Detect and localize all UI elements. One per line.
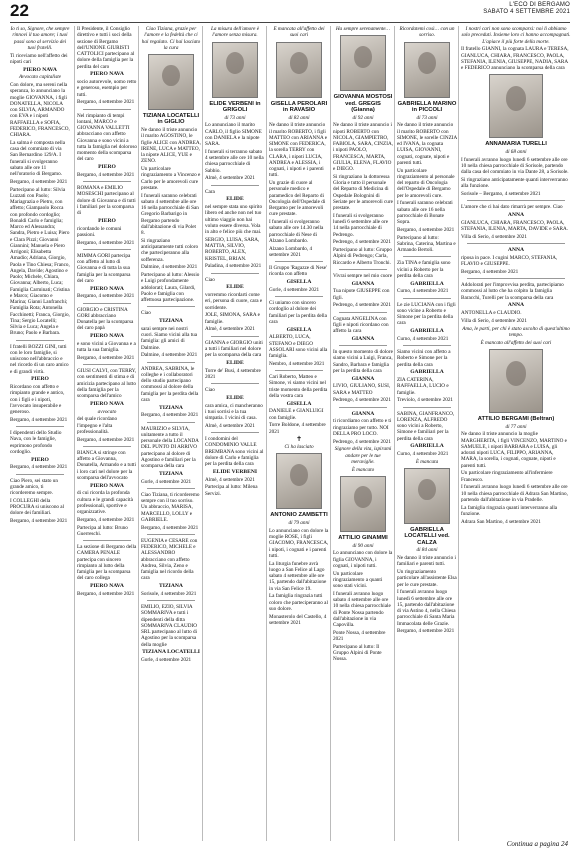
notice-date: Pedrengo, 4 settembre 2021: [333, 302, 391, 309]
notice-text: Ti riceviamo nell'affetto dei nipoti cari: [10, 52, 68, 65]
notice-date: Curno, 4 settembre 2021: [397, 288, 449, 295]
notice-text: I fratelli BOZZI GINI, tutti con le loro famiglie, si uniscono nell'abbraccio e nel ricordo di un caro amico e di grandi virtù.: [10, 343, 69, 375]
deceased-name: ELIDE: [226, 394, 244, 401]
divider: [339, 407, 387, 408]
divider: [83, 446, 131, 447]
notice-intro: È mancato: [351, 466, 375, 473]
cross-icon: ✝: [296, 435, 302, 444]
deceased-name: PIERO NAVA: [90, 333, 124, 339]
notice-text: Siamo vicini con affetto a Roberto e Simone per la perdita della cara: [397, 349, 451, 368]
notice-date: Dalmine, 4 settembre 2021: [141, 352, 198, 359]
notice-text: La liturgia funebre avrà luogo a San Felice al Lago sabato 4 settembre alle ore 15, partendo dall'abitazione in via San Felice 19.: [269, 560, 327, 592]
participants-list: Partecipano al lutto: Silvia Luzzati con Paolo; Mariagrazia e Pietro, con affetto; Giampaolo Rocca con profondo cordoglio; Bonaldi Carlo e famiglia; Marco ed Alessandra; Sandra, Pietro e Luisa; Piero e Clara Pizzi; Giovanni Giannini; Manuela e Piero Arrigoni; Elisabetta Amadio; Adriana, Giorgio, Paola e Tino Chiesa; Franco, Angela, Davide; Agostino e Paolo; Michele, Chiara, Giovanna; Alberto, Luca; Famiglia Carminati; Cristina e Marco; Giacomo e Marina; Gianni Lanfranchi; Famiglia Rota; Antonella Facchinetti; Franca, Giorgio, Tina; Sergio Locatelli; Silvia e Luca; Angela e Bruno; Paolo e Barbara.: [10, 186, 70, 337]
notice-text: Un particolare ringraziamento a quanti sono stati vicini.: [333, 570, 383, 589]
notice-text: Ciao: [205, 276, 215, 283]
notice-text: Ne danno il triste annuncio i familiari e parenti tutti.: [397, 555, 456, 568]
divider: [147, 488, 195, 489]
deceased-name: GIANNA: [351, 410, 375, 417]
participants-list: Partecipano al lutto: Sabrina, Caterina, Martina e Armando Bertoli.: [397, 234, 456, 253]
profession: avvocato: [97, 408, 117, 415]
deceased-name: GISELLA: [286, 279, 312, 285]
deceased-name: ANNAMARIA TURELLI: [485, 141, 547, 148]
divider: [83, 181, 131, 182]
column-5: [266, 26, 329, 841]
notice-text: Lo annunciano con dolore la figlia GIOVANNA, i cognati, i nipoti tutti.: [333, 550, 393, 569]
notice-date: Bergamo, 4 settembre 2021: [10, 464, 68, 471]
notice-text: Il Gruppo 'Ragazze di Nese' ricorda con affetto: [269, 265, 328, 278]
notice-text: Ciao: [141, 310, 151, 317]
notice-date: Bergamo, 4 settembre 2021: [77, 239, 135, 246]
notice-intro: È mancata all'affetto dei suoi cari: [273, 26, 325, 39]
notice-text: Ne danno il triste annuncio il marito AGOSTINO, le figlie ALICE con ANDREA, IRENE, LUCA e MATTEO, la nipote ALICE, YUE e ZENO.: [141, 127, 201, 165]
masthead: [483, 2, 570, 16]
deceased-name: PIERO NAVA: [90, 400, 124, 407]
participants-list: Partecipano al lutto: Gruppo Alpini di Pedrengo; Carla, Riccardo e Alberto Tronchi.: [333, 247, 392, 266]
notice-date: Torre de' Busi, 4 settembre 2021: [205, 367, 261, 380]
profession: Avvocato capitaliste: [19, 74, 61, 81]
deceased-name: GABRIELLA: [410, 280, 444, 287]
divider: [211, 383, 259, 384]
participants-list: Partecipa al lutto: Bruno Guerreschi.: [77, 524, 128, 537]
quote: Io ti so, Signore, che sempre rinnovi il tuo amore; i tuoi passi sono al servizio dei tuoi fratelli.: [10, 26, 70, 51]
notice-text: SABINA, GIANFRANCO, LORENZA, ALFREDO sono vicini a Roberto, Simone e familiari per la perdita della cara: [397, 410, 455, 442]
deceased-name: TIZIANA: [159, 470, 183, 477]
notice-text: ti ricordiamo con affetto e ti ringraziamo per tutto. NOI DELLA PRO LOCO.: [333, 418, 392, 437]
notice-date: Villa di Serio, 4 settembre 2021: [461, 317, 527, 324]
notice-text: La sezione di Bergamo della CAMERA PENALE partecipa con sincero rimpianto al lutto della famiglia per la scomparsa del caro collega: [77, 544, 137, 582]
deceased-name: ANNA: [507, 247, 525, 253]
divider: [16, 426, 64, 427]
notice-text: JOLE, SIMONA, SARA e famiglie.: [205, 312, 260, 325]
quote: La misura dell'amore è l'amore senza misura.: [210, 26, 260, 39]
notice-text: cara amica, ci mancheranno i tuoi sorrisi e la tua simpatia. I vicini di casa.: [205, 402, 263, 421]
notice-text: GIANNA e GIORGIO uniti a tutti i familiari nel dolore per la scomparsa della cara: [205, 339, 263, 358]
notice-text: Ci uniamo con sincero cordoglio al dolore dei familiari per la perdita della cara: [269, 300, 327, 325]
quote: I nostri cari non sono scomparsi: noi li abbiamo solo preceduti. Insieme loro ci hanno accompagnati. L'apiace il più forte della morte.: [461, 26, 571, 45]
notice-date: Alzano Lombardo, 4 settembre 2021: [269, 245, 313, 258]
deceased-photo: [212, 42, 258, 98]
notice-text: nel sempre stata uno spirito libero ed anche non nel tuo ultimo viaggio non hai voluto essere diversa. Vola in alto e felice più che mai.: [205, 204, 263, 235]
notice-text: In questo momento di dolore siamo vicini a Luigi, Franca, Sandro, Barbara e famiglia per la perdita della cara: [333, 349, 393, 374]
deceased-name: ELIDE: [226, 284, 244, 291]
notice-text: LIVIO, GIULIANO, SUSI, SARA e MATTEO: [333, 383, 391, 396]
notice-date: Almè, 4 settembre 2021: [205, 175, 255, 182]
participants-list: Partecipano al lutto: Alessio e Luigi profondamente addolorati; Laura, Gilardi, Paolo e famiglia con affettuosa partecipazione.: [141, 272, 200, 303]
notice-date: Torre Boldone, 4 settembre 2021: [269, 422, 326, 435]
newspaper-name: L'ECO DI BERGAMO: [509, 2, 570, 8]
notice-text: sarai sempre nei nostri cuori. Siamo vicini alla tua famiglia: gli amici di Dalmine.: [141, 325, 198, 351]
quote: Ama, le parti, per chi è stato ascolto di quest'ultimo tempo.: [462, 325, 570, 338]
divider: [83, 109, 131, 110]
notice-date: Sorisole, 4 settembre 2021: [141, 590, 197, 597]
notice-text: Addolorati per l'improvvisa perdita, partecipiamo commossi al lutto che ha colpito la famiglia Baracchi, Turelli per la scomparsa della cara: [461, 282, 564, 301]
notice-text: Ciao Tiziana, ti ricorderemo sempre con il tuo sorriso. Un abbraccio, MARISA, MARCELLO, LOLLY e GABRIELE.: [141, 491, 200, 523]
deceased-name: GIANNA: [351, 335, 375, 342]
divider: [339, 269, 387, 270]
notice-date: Pedrengo, 4 settembre 2021: [333, 239, 391, 246]
notice-date: Bergamo, 4 settembre 2021: [141, 524, 199, 531]
notice-text: riposa in pace. I cugini MARCO, STEFANIA, FLAVIO e GIUSEPPE.: [461, 254, 558, 267]
deceased-name: PIERO NAVA: [90, 71, 124, 78]
notice-text: ricordando le comuni passioni.: [77, 225, 122, 238]
issue-date: SABATO 4 SETTEMBRE 2021: [483, 9, 570, 15]
notice-text: Cara: [205, 188, 215, 195]
deceased-name: GABRIELLA: [410, 443, 444, 450]
divider: [147, 362, 195, 363]
deceased-name: PIERO NAVA: [90, 285, 124, 292]
notice-text: EUGENIA e CESARE con FEDERICO, MICHELE e ALESSANDRO abbracciano con affetto Andrea, Silvia, Zeno e famiglia nel ricordo della cara: [141, 537, 198, 582]
notice-date: Villa di Serio, 4 settembre 2021: [461, 233, 527, 240]
deceased-name: TIZIANA: [159, 404, 183, 411]
notice-text: Ciao: [205, 387, 215, 393]
notice-text: ZIA CATERINA, RAFFAELLA, LUCIO e famiglie.: [397, 377, 449, 396]
notice-intro: È mancato all'affetto dei suoi cari: [480, 339, 552, 346]
notice-date: Bergamo, 4 settembre 2021: [77, 354, 135, 361]
column-8: [458, 26, 571, 841]
deceased-name: GABRIELLA: [410, 369, 444, 376]
deceased-photo: [489, 349, 543, 413]
notice-text: ANDREA, SABRINA, le colleghe e i collaboratori dello studio partecipano commossi al dolore della famiglia per la perdita della cara: [141, 365, 199, 403]
deceased-photo: [276, 42, 322, 98]
divider: [147, 600, 195, 601]
deceased-photo: [340, 35, 386, 91]
deceased-age: di 68 anni: [505, 149, 527, 155]
column-3: [138, 26, 201, 841]
notice-date: Curno, 4 settembre 2021: [397, 451, 449, 457]
notice-text: Cognata ANGELINA con figli e nipoti ricordano con affetto la cara: [333, 315, 389, 334]
notice-text: ALBERTO, LUCA, STEFANO e DIEGO ASSOLARI sono vicini alla famiglia.: [269, 334, 328, 359]
divider: [467, 243, 565, 244]
notice-text: Ne danno il triste annuncio la moglie MARGHERITA, i figli VINCENZO, MARTINO e SAMUELE, i nipoti BARBARA e LUISA, gli adorati nipoti LUCA, FILIPPO, ARIANNA, MARA, la sorella, i cognati, cognate, nipoti e parenti tutti.: [461, 431, 567, 469]
notice-text: Con dolore, ma sereni nella speranza, lo annunciano la moglie GIOVANNA, i figli DONATELLA, NICOLA con SILVIA, ARMANDO con EVA e i nipoti RAFFAELLA e SOFIA, FEDERICO, FRANCESCO, CHIARA.: [10, 82, 70, 138]
notice-text: Si ringraziano anticipatamente quanti interverranno alla funzione.: [461, 177, 568, 190]
notice-text: I funerali si terranno sabato 4 settembre alle ore 10 nella chiesa parrocchiale di Sabbio.: [205, 148, 264, 174]
notice-text: ROMANA e EMILIO MOSESCHI partecipano al dolore di Giovanna e di tutti i familiari per la scomparsa di: [77, 185, 136, 216]
notice-text: Ricordano con affetto e rimpianto grande e antico, con i figli e i nipoti, l'avvocato insuperabile e generoso.: [10, 384, 65, 415]
deceased-photo: [404, 42, 450, 98]
deceased-name: TIZIANA LOCATELLI: [142, 649, 200, 656]
notice-text: SERGIO, LUISA, SARA, MATTIA, SILVIO, ROBERTO, ALEX, KRISTEL, BRIAN.: [205, 236, 260, 262]
deceased-name: PIERO: [31, 456, 49, 463]
notice-date: Curno, 4 settembre 2021: [397, 335, 449, 342]
deceased-name: GISELLA: [286, 326, 312, 333]
divider: [83, 249, 131, 250]
notice-text: Un particolare ringraziamento a Vincenzo e Carlo per le amorevoli cure prestate.: [141, 166, 201, 191]
notice-text: Si ringraziano anticipatamente tutti coloro che parteciperanno alla sofferenza.: [141, 237, 199, 263]
deceased-photo: [148, 54, 194, 110]
column-7: [394, 26, 457, 841]
divider: [467, 200, 565, 201]
notice-text: Il fratello GIANNI, la cognata LAURA e TERESA, GIANLUCA, CHIARA, FRANCESCO, PAOLA, STEFANIA, ILENIA, GIUSEPPE, NADIA, SARA e FEDERICO annunciano la scomparsa della cara: [461, 46, 569, 71]
notice-text: DANIELE e GIANLUIGI con famiglie.: [269, 408, 324, 421]
notice-text: di cui ricorda la profonda cultura e le grandi capacità professionali, sportive e organizzative.: [77, 490, 133, 515]
continued-notice: Continua a pagina 24: [506, 840, 568, 848]
notice-date: Almè, 4 settembre 2021: [205, 476, 255, 483]
notice-text: Zia TINA e famiglia sono vicini a Roberto per la perdita della cara: [397, 260, 451, 279]
deceased-name: GIOVANNA MOSTOSI ved. GREGIS (Gianna): [333, 94, 393, 113]
notice-date: Bergamo, 4 settembre 2021: [141, 412, 199, 419]
notice-text: Ciao Piero, sei stato un grande amico, ti ricorderemo sempre.: [10, 477, 58, 496]
notice-text: I funerali avranno luogo lunedì 6 settembre alle ore 15, partendo dall'abitazione di via Astino 4, nella Chiesa parrocchiale di Santa Maria Immacolata delle Grazie.: [397, 589, 456, 627]
deceased-name: GABRIELLA: [410, 328, 444, 334]
deceased-name: GIANNA: [351, 375, 375, 382]
deceased-name: PIERO NAVA: [23, 66, 57, 73]
divider: [147, 306, 195, 307]
notice-text: Ne danno il triste annuncio il marito ROBERTO con SIMONE, le sorelle CINZIA ed IVANA, la cognata LUISA, GIOVANNI, cognati, cognate, nipoti e parenti tutti.: [397, 122, 457, 166]
notice-text: GIORGIO e CRISTINA GORI abbracciano Donatella per la scomparsa del caro papà: [77, 306, 134, 332]
notice-text: I funerali saranno celebrati sabato 4 settembre alle ore 16 nella parrocchiale di San Gregorio Barbarigo in Bergamo partendo dall'abitazione di via Polet 8.: [141, 192, 199, 236]
notice-text: I COLLEGHI della PROCURA si uniscono al dolore dei familiari.: [10, 497, 65, 517]
notice-date: Bergamo, 4 settembre 2021: [77, 590, 135, 597]
notice-text: La famiglia ringrazia quanti interverranno alla funzione.: [461, 504, 558, 517]
divider: [339, 345, 387, 346]
divider: [83, 303, 131, 304]
deceased-name: PIERO: [98, 217, 116, 224]
divider: [211, 336, 259, 337]
divider: [83, 540, 131, 541]
divider: [339, 312, 387, 313]
notice-date: Bergamo, 4 settembre 2021: [461, 268, 519, 275]
deceased-name: ATTILIO BERGAMI (Beltran): [477, 415, 555, 422]
divider: [275, 370, 323, 371]
deceased-name: PIERO: [98, 164, 116, 170]
deceased-name: GISELLA: [286, 400, 312, 407]
deceased-name: GABRIELLA LOCATELLI ved. CALZA: [404, 527, 450, 546]
divider: [403, 298, 451, 299]
quote: Signore della vita, ispirami andare per le tue meraviglie.: [334, 446, 392, 465]
notice-intro: È mancata: [415, 458, 439, 465]
divider: [83, 364, 131, 365]
notice-text: e sono vicini a Giovanna e a tutta la sua famiglia.: [77, 340, 136, 353]
quote: Ciao Tiziana, grazie per l'amore e la fedeltà che ci hai regalato. Ci hai lasciato la cura: [141, 26, 201, 51]
deceased-photo: [340, 476, 386, 532]
notice-text: La salma è composta nella casa del commiato di via San Bernardino 129/A. I funerali si svolgeranno sabato alle ore 11 nell'oratorio di Bergamo.: [10, 139, 66, 177]
notice-text: Tua nipote GIUSEPPE con figli.: [333, 288, 390, 301]
deceased-name: ELIDE: [226, 359, 244, 366]
deceased-name: GABRIELLA MARINO in PICCOLI: [397, 100, 457, 113]
notice-date: Gorle, 4 settembre 2021: [141, 657, 192, 663]
notice-text: MAURIZIO e SILVIA, unitamente a tutto il personale della LOCANDA DEL PUNTO DI ARRIVO partecipano al dolore di Agostino e familiari per la scomparsa della cara: [141, 425, 199, 469]
notice-date: Nembro, 4 settembre 2021: [269, 360, 325, 367]
notice-date: Bergamo, 4 settembre 2021: [397, 628, 455, 635]
deceased-age: di 92 anni: [352, 114, 374, 121]
deceased-age: di 79 anni: [288, 520, 310, 526]
divider: [467, 278, 565, 279]
notice-text: GIANLUCA, CHIARA, FRANCESCO, PAOLA, STEFANIA, ILENIA, MARTA, DAVIDE e SARA.: [461, 219, 569, 232]
notice-text: Ne danno il triste annuncio il marito ROBERTO, i figli MATTEO con ARIANNA e SIMONE con FEDERICA, la sorella TERRY con CLARA, i nipoti LUCIA, ANDREA e ALESSIA, i cognati, i nipoti e i parenti tutti.: [269, 122, 328, 179]
notice-date: Ponte Nossa, 4 settembre 2021: [333, 629, 386, 642]
deceased-name: ANTONIO ZAMBETTI: [270, 512, 328, 519]
notice-text: vorremmo ricordarti come eri, persona di cuore, cara e sorridente.: [205, 292, 263, 311]
notice-text: Si ringraziano la dottoressa Gloria e tutto il personale del Reparto di Medicina di Ospedale Bolognini di Seriate per le amorevoli cure prestate.: [333, 173, 393, 211]
deceased-age: di 73 anni: [416, 114, 438, 121]
deceased-age: di 84 anni: [416, 547, 438, 554]
divider: [147, 534, 195, 535]
notice-intro: Ci ha lasciato: [284, 444, 314, 450]
notice-text: L'amore che ci hai dato rimarrà per sempre. Ciao: [461, 204, 563, 211]
participants-list: Partecipano al lutto: Il Gruppo Alpini di Ponte Nossa.: [333, 643, 382, 663]
deceased-name: ELIDE: [226, 196, 244, 203]
notice-text: I funerali si svolgeranno lunedì 6 settembre alle ore 14 nella parrocchiale di Pedrengo.: [333, 212, 389, 238]
divider: [211, 185, 259, 186]
notice-text: Un particolare ringraziamento all'infermiere Francesco.: [461, 470, 553, 483]
notice-text: Lo annunciano con dolore la moglie ROSE, i figli GIACOMO, FRANCESCA, i nipoti, i cognati e i parenti tutti.: [269, 527, 329, 559]
participants-list: Partecipa al lutto: Milena Servizi.: [205, 484, 258, 497]
notice-date: Bergamo, 4 settembre 2021: [77, 171, 135, 178]
notice-text: I funerali si svolgeranno sabato alle ore 14.30 nella parrocchiale di Nese di Alzano Lombardo.: [269, 219, 324, 244]
deceased-name: GIANNA: [351, 280, 375, 287]
notice-text: Il Presidente, il Consiglio direttivo e tutti i soci della sezione di Bergamo dell'UNIONE GIURISTI CATTOLICI partecipano al dolore della famiglia per la perdita del caro: [77, 26, 135, 70]
notice-text: del quale ricordano l'impegno e l'alta professionalità.: [77, 416, 118, 435]
page-header: [10, 0, 570, 23]
notice-date: Gorle, 4 settembre 2021: [269, 286, 320, 293]
deceased-name: PIERO NAVA: [90, 482, 124, 489]
deceased-photo: [404, 468, 450, 524]
notice-text: I funerali avranno luogo lunedì 6 settembre alle ore 10 nella chiesa parrocchiale di Adrara San Martino, partendo dall'abitazione in via Pradelle.: [461, 484, 568, 503]
notice-text: GIUSI CALVI, con TERRY, con sentimenti di stima e di amicizia partecipano al lutto della famiglia per la scomparsa dell'amico: [77, 368, 137, 399]
deceased-name: ELIDE VERBENI in GRIGOLI: [209, 100, 261, 113]
notice-text: Cari Roberto, Matteo e Simone, vi siamo vicini nel triste momento della perdita della vostra cara: [269, 374, 328, 399]
notice-date: Bergamo, 4 settembre 2021: [10, 416, 68, 423]
notice-date: Bergamo, 4 settembre 2021: [77, 516, 135, 523]
notice-text: I dipendenti dello Studio Nava, con le famiglie, esprimono profondo cordoglio.: [10, 430, 62, 455]
notice-date: Bergamo, 4 settembre 2021: [77, 436, 135, 443]
notice-text: ANTONELLA e CLAUDIO.: [461, 310, 522, 316]
notice-text: I funerali avranno luogo sabato 4 settembre alle ore 10 nella chiesa parrocchiale di Ponte Nossa partendo dall'abitazione in via Capovilla.: [333, 590, 391, 628]
notice-date: Pedrengo, 4 settembre 2021: [333, 438, 391, 445]
divider: [403, 345, 451, 346]
column-6: [330, 26, 393, 841]
deceased-name: TIZIANA LOCATELLI in GIGLIO: [142, 113, 200, 126]
deceased-name: GISELLA PEROLARI in RAVASIO: [270, 100, 328, 113]
deceased-name: PIERO NAVA: [90, 583, 124, 589]
notice-intro: Ha sempre serenamente…: [335, 26, 391, 32]
deceased-name: ELIDE VERBENI: [212, 468, 258, 475]
notice-date: Bergamo, 4 settembre 2021: [77, 293, 135, 300]
deceased-age: di 90 anni: [352, 542, 374, 549]
notice-text: socio autorevole, uomo retto e generoso, esempio per tutti.: [77, 79, 137, 98]
notice-text: MIMMA GORI partecipa con affetto al lutto di Giovanna e di tutta la sua famiglia per la scomparsa del caro: [77, 252, 131, 284]
divider: [403, 256, 451, 257]
notice-date: Almè, 4 settembre 2021: [205, 422, 255, 429]
notice-date: Treviolo, 4 settembre 2021: [397, 397, 454, 404]
notice-text: Un grazie di cuore al personale medico e paramedico del Reparto di Oncologia dell'Ospedale di Bergamo per le amorevoli cure prestate.: [269, 180, 326, 218]
notice-date: Bergamo, 4 settembre 2021: [10, 178, 68, 185]
deceased-age: di 73 anni: [224, 114, 246, 121]
divider: [16, 474, 64, 475]
notice-date: Paladina, 4 settembre 2021: [205, 263, 262, 270]
notice-text: Vivrai sempre nel mio cuore: [333, 272, 393, 279]
divider: [275, 261, 323, 262]
notice-text: BIANCA si stringe con affetto a Giovanna, Donatella, Armando e a tutti i loro cari nel dolore per la scomparsa dell'avvocato: [77, 449, 136, 481]
notice-date: Bergamo, 4 settembre 2021: [10, 518, 68, 524]
notice-text: EMILIO, EZIO, SILVIA SOMMARIVA e tutti i dipendenti della ditta SOMMARIVA CLAUDIO SRL partecipano al lutto di Agostino per la scomparsa della moglie: [141, 604, 197, 648]
notice-text: I condomini del CONDOMINIO VALLE BREMBANA sono vicini al dolore di Carlo e famiglia per la perdita della cara: [205, 436, 264, 467]
notice-date: Almè, 4 settembre 2021: [205, 326, 255, 333]
notice-text: Lo annunciano il marito CARLO, il figlio SIMONE con DANIELA e la nipote SARA.: [205, 122, 262, 147]
notice-date: Adrara San Martino, 4 settembre 2021: [461, 518, 541, 525]
notice-date: Pedrengo, 4 settembre 2021: [333, 397, 391, 404]
notice-text: Le zie LUCIANA con i figli sono vicine a Roberto e Simone per la perdita della cara: [397, 301, 456, 327]
notice-date: Bergamo, 4 settembre 2021: [397, 226, 455, 233]
deceased-age: di 77 anni: [505, 423, 527, 430]
divider: [211, 273, 259, 274]
notice-text: I funerali avranno luogo lunedì 6 settembre alle ore 10 nella chiesa parrocchiale di Sorisole, partendo dalla casa del commiato in via Dante 28, a Sorisole.: [461, 156, 569, 176]
notice-text: Un particolare ringraziamento al personale del reparto di Oncologia dell'Ospedale di Bergamo per le amorevoli cure.: [397, 167, 455, 199]
deceased-name: ANNA: [507, 212, 525, 218]
deceased-name: TIZIANA: [159, 318, 183, 324]
deceased-name: ATTILIO GINAMMI: [338, 534, 388, 541]
divider: [16, 340, 64, 341]
divider: [147, 422, 195, 423]
divider: [403, 407, 451, 408]
notice-text: I funerali saranno celebrati sabato alle ore 16 nella parrocchiale di Bonate Sopra.: [397, 200, 453, 225]
notice-date: Gorle, 4 settembre 2021: [141, 478, 192, 485]
divider: [275, 296, 323, 297]
notice-date: Dalmine, 4 settembre 2021: [141, 264, 198, 271]
divider: [211, 432, 259, 433]
deceased-photo: [276, 453, 322, 509]
deceased-name: TIZIANA: [159, 583, 183, 589]
deceased-photo: [489, 74, 543, 138]
notice-date: Sorisole – Bergamo, 4 settembre 2021: [461, 191, 541, 197]
notice-text: Nel rimpianto di tempi lontani, MARCO e GIOVANNA VALLETTI abbracciano con affetto Giovanna e sono vicini a tutta la famiglia nel doloroso momento della scomparsa del caro: [77, 112, 137, 163]
notice-date: Monasterolo del Castello, 4 settembre 2021: [269, 613, 327, 626]
notice-date: Bergamo, 4 settembre 2021: [77, 99, 135, 106]
column-1: [10, 26, 70, 841]
notice-text: La famiglia ringrazia tutti coloro che parteciperanno al suo dolore.: [269, 593, 328, 612]
notice-text: Ne danno il triste annuncio i nipoti ROBERTO con NICOLA, GIAMPIETRO, FABIOLA, SARA, CINZIA, i nipoti PAOLO, FRANCESCA, MARTA, GIULIA, ELENA, FLAVIO e DIEGO.: [333, 122, 393, 172]
deceased-name: ANNA: [507, 302, 525, 309]
page-number: 22: [10, 1, 29, 20]
deceased-age: di 82 anni: [288, 114, 310, 121]
notice-text: Un ringraziamento particolare all'assistente Elsa per le cure prestate.: [397, 569, 457, 588]
column-2: [74, 26, 137, 841]
quote: Ricordatemi così… con un sorriso.: [399, 26, 455, 39]
deceased-name: PIERO: [31, 376, 49, 383]
column-4: [202, 26, 265, 841]
